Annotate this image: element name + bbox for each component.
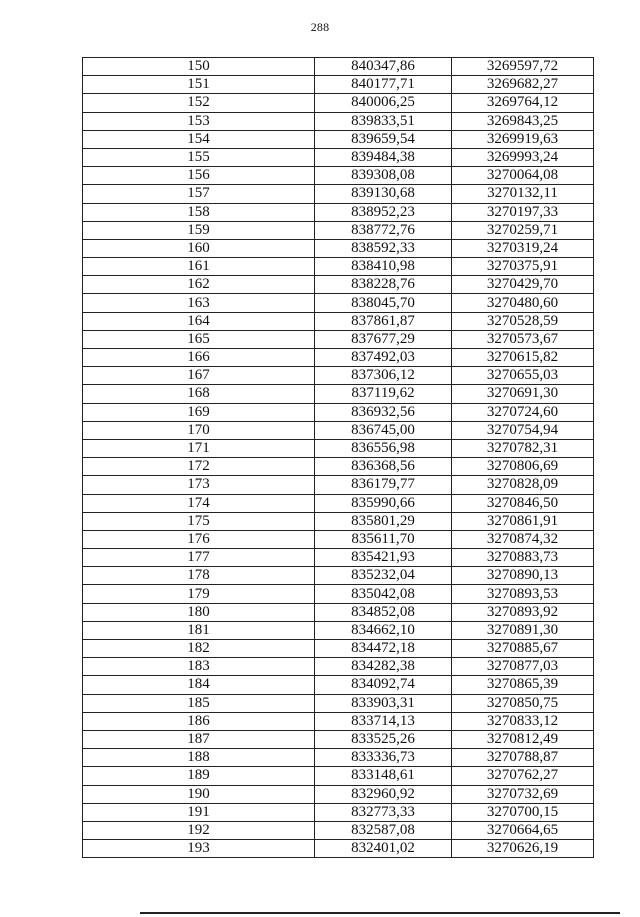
- x-coordinate-cell: 832401,02: [315, 840, 452, 858]
- x-coordinate-cell: 837861,87: [315, 312, 452, 330]
- table-row: [83, 603, 594, 621]
- x-coordinate-cell: 839308,08: [315, 167, 452, 185]
- table-row: [83, 221, 594, 239]
- table-row: [83, 530, 594, 548]
- point-number-cell: 193: [83, 840, 315, 858]
- x-coordinate-cell: 834092,74: [315, 676, 452, 694]
- point-number-cell: 153: [83, 112, 315, 130]
- x-coordinate-cell: 833525,26: [315, 730, 452, 748]
- table-row: [83, 439, 594, 457]
- point-number-cell: 164: [83, 312, 315, 330]
- coordinates-table: [82, 57, 594, 858]
- table-row: [83, 76, 594, 94]
- table-row: [83, 512, 594, 530]
- y-coordinate-cell: 3270833,12: [452, 712, 594, 730]
- y-coordinate-cell: 3270883,73: [452, 549, 594, 567]
- x-coordinate-cell: 839833,51: [315, 112, 452, 130]
- table-row: [83, 112, 594, 130]
- x-coordinate-cell: 835990,66: [315, 494, 452, 512]
- table-row: [83, 767, 594, 785]
- y-coordinate-cell: 3270806,69: [452, 458, 594, 476]
- table-row: [83, 58, 594, 76]
- table-row: [83, 694, 594, 712]
- y-coordinate-cell: 3270850,75: [452, 694, 594, 712]
- x-coordinate-cell: 837119,62: [315, 385, 452, 403]
- y-coordinate-cell: 3270573,67: [452, 330, 594, 348]
- y-coordinate-cell: 3270626,19: [452, 840, 594, 858]
- y-coordinate-cell: 3270762,27: [452, 767, 594, 785]
- y-coordinate-cell: 3270893,53: [452, 585, 594, 603]
- point-number-cell: 189: [83, 767, 315, 785]
- x-coordinate-cell: 836745,00: [315, 421, 452, 439]
- table-row: [83, 185, 594, 203]
- x-coordinate-cell: 838410,98: [315, 258, 452, 276]
- x-coordinate-cell: 835042,08: [315, 585, 452, 603]
- x-coordinate-cell: 838592,33: [315, 239, 452, 257]
- table-row: [83, 676, 594, 694]
- y-coordinate-cell: 3270259,71: [452, 221, 594, 239]
- y-coordinate-cell: 3269993,24: [452, 148, 594, 166]
- x-coordinate-cell: 834662,10: [315, 621, 452, 639]
- point-number-cell: 186: [83, 712, 315, 730]
- point-number-cell: 185: [83, 694, 315, 712]
- point-number-cell: 165: [83, 330, 315, 348]
- x-coordinate-cell: 839130,68: [315, 185, 452, 203]
- y-coordinate-cell: 3270874,32: [452, 530, 594, 548]
- y-coordinate-cell: 3270528,59: [452, 312, 594, 330]
- y-coordinate-cell: 3270885,67: [452, 640, 594, 658]
- point-number-cell: 167: [83, 367, 315, 385]
- point-number-cell: 177: [83, 549, 315, 567]
- point-number-cell: 161: [83, 258, 315, 276]
- table-row: [83, 549, 594, 567]
- table-row: [83, 403, 594, 421]
- point-number-cell: 158: [83, 203, 315, 221]
- table-row: [83, 239, 594, 257]
- table-row: [83, 476, 594, 494]
- table-row: [83, 349, 594, 367]
- x-coordinate-cell: 836368,56: [315, 458, 452, 476]
- y-coordinate-cell: 3270865,39: [452, 676, 594, 694]
- y-coordinate-cell: 3270782,31: [452, 439, 594, 457]
- table-row: [83, 148, 594, 166]
- x-coordinate-cell: 832960,92: [315, 785, 452, 803]
- x-coordinate-cell: 834282,38: [315, 658, 452, 676]
- x-coordinate-cell: 833714,13: [315, 712, 452, 730]
- table-row: [83, 567, 594, 585]
- point-number-cell: 151: [83, 76, 315, 94]
- table-row: [83, 294, 594, 312]
- y-coordinate-cell: 3269919,63: [452, 130, 594, 148]
- point-number-cell: 190: [83, 785, 315, 803]
- point-number-cell: 174: [83, 494, 315, 512]
- point-number-cell: 187: [83, 730, 315, 748]
- point-number-cell: 155: [83, 148, 315, 166]
- point-number-cell: 180: [83, 603, 315, 621]
- y-coordinate-cell: 3270429,70: [452, 276, 594, 294]
- table-row: [83, 130, 594, 148]
- point-number-cell: 176: [83, 530, 315, 548]
- x-coordinate-cell: 836179,77: [315, 476, 452, 494]
- point-number-cell: 171: [83, 439, 315, 457]
- table-row: [83, 803, 594, 821]
- point-number-cell: 192: [83, 821, 315, 839]
- table-row: [83, 658, 594, 676]
- y-coordinate-cell: 3270891,30: [452, 621, 594, 639]
- y-coordinate-cell: 3269843,25: [452, 112, 594, 130]
- y-coordinate-cell: 3270615,82: [452, 349, 594, 367]
- y-coordinate-cell: 3270064,08: [452, 167, 594, 185]
- point-number-cell: 184: [83, 676, 315, 694]
- x-coordinate-cell: 835421,93: [315, 549, 452, 567]
- x-coordinate-cell: 835232,04: [315, 567, 452, 585]
- table-row: [83, 276, 594, 294]
- x-coordinate-cell: 834472,18: [315, 640, 452, 658]
- y-coordinate-cell: 3270754,94: [452, 421, 594, 439]
- y-coordinate-cell: 3270812,49: [452, 730, 594, 748]
- y-coordinate-cell: 3270480,60: [452, 294, 594, 312]
- point-number-cell: 170: [83, 421, 315, 439]
- y-coordinate-cell: 3270700,15: [452, 803, 594, 821]
- y-coordinate-cell: 3270861,91: [452, 512, 594, 530]
- page-number: 288: [310, 20, 330, 34]
- y-coordinate-cell: 3270132,11: [452, 185, 594, 203]
- y-coordinate-cell: 3270655,03: [452, 367, 594, 385]
- x-coordinate-cell: 834852,08: [315, 603, 452, 621]
- y-coordinate-cell: 3270664,65: [452, 821, 594, 839]
- table-row: [83, 730, 594, 748]
- x-coordinate-cell: 832587,08: [315, 821, 452, 839]
- point-number-cell: 175: [83, 512, 315, 530]
- y-coordinate-cell: 3270846,50: [452, 494, 594, 512]
- table-row: [83, 821, 594, 839]
- point-number-cell: 188: [83, 749, 315, 767]
- point-number-cell: 178: [83, 567, 315, 585]
- x-coordinate-cell: 837306,12: [315, 367, 452, 385]
- x-coordinate-cell: 837677,29: [315, 330, 452, 348]
- point-number-cell: 183: [83, 658, 315, 676]
- table-row: [83, 94, 594, 112]
- table-row: [83, 203, 594, 221]
- x-coordinate-cell: 839484,38: [315, 148, 452, 166]
- y-coordinate-cell: 3270691,30: [452, 385, 594, 403]
- x-coordinate-cell: 838772,76: [315, 221, 452, 239]
- page-bottom-rule: [140, 912, 620, 914]
- table-row: [83, 312, 594, 330]
- x-coordinate-cell: 838045,70: [315, 294, 452, 312]
- point-number-cell: 160: [83, 239, 315, 257]
- point-number-cell: 157: [83, 185, 315, 203]
- x-coordinate-cell: 832773,33: [315, 803, 452, 821]
- x-coordinate-cell: 833148,61: [315, 767, 452, 785]
- y-coordinate-cell: 3269764,12: [452, 94, 594, 112]
- x-coordinate-cell: 833336,73: [315, 749, 452, 767]
- x-coordinate-cell: 838228,76: [315, 276, 452, 294]
- table-row: [83, 330, 594, 348]
- y-coordinate-cell: 3270375,91: [452, 258, 594, 276]
- y-coordinate-cell: 3270724,60: [452, 403, 594, 421]
- x-coordinate-cell: 840006,25: [315, 94, 452, 112]
- y-coordinate-cell: 3269682,27: [452, 76, 594, 94]
- x-coordinate-cell: 833903,31: [315, 694, 452, 712]
- point-number-cell: 181: [83, 621, 315, 639]
- x-coordinate-cell: 835801,29: [315, 512, 452, 530]
- table-row: [83, 840, 594, 858]
- table-row: [83, 749, 594, 767]
- y-coordinate-cell: 3270732,69: [452, 785, 594, 803]
- table-row: [83, 458, 594, 476]
- y-coordinate-cell: 3270890,13: [452, 567, 594, 585]
- x-coordinate-cell: 837492,03: [315, 349, 452, 367]
- y-coordinate-cell: 3270788,87: [452, 749, 594, 767]
- y-coordinate-cell: 3270197,33: [452, 203, 594, 221]
- point-number-cell: 191: [83, 803, 315, 821]
- table-row: [83, 494, 594, 512]
- point-number-cell: 150: [83, 58, 315, 76]
- y-coordinate-cell: 3270828,09: [452, 476, 594, 494]
- point-number-cell: 169: [83, 403, 315, 421]
- y-coordinate-cell: 3270877,03: [452, 658, 594, 676]
- table-row: [83, 385, 594, 403]
- x-coordinate-cell: 840177,71: [315, 76, 452, 94]
- y-coordinate-cell: 3270319,24: [452, 239, 594, 257]
- x-coordinate-cell: 840347,86: [315, 58, 452, 76]
- table-row: [83, 258, 594, 276]
- table-row: [83, 621, 594, 639]
- point-number-cell: 173: [83, 476, 315, 494]
- table-row: [83, 421, 594, 439]
- point-number-cell: 156: [83, 167, 315, 185]
- point-number-cell: 168: [83, 385, 315, 403]
- point-number-cell: 166: [83, 349, 315, 367]
- x-coordinate-cell: 838952,23: [315, 203, 452, 221]
- table-row: [83, 167, 594, 185]
- point-number-cell: 182: [83, 640, 315, 658]
- point-number-cell: 154: [83, 130, 315, 148]
- table-row: [83, 785, 594, 803]
- table-row: [83, 585, 594, 603]
- table-row: [83, 640, 594, 658]
- table-row: [83, 712, 594, 730]
- x-coordinate-cell: 836932,56: [315, 403, 452, 421]
- x-coordinate-cell: 836556,98: [315, 439, 452, 457]
- point-number-cell: 163: [83, 294, 315, 312]
- y-coordinate-cell: 3269597,72: [452, 58, 594, 76]
- table-row: [83, 367, 594, 385]
- point-number-cell: 152: [83, 94, 315, 112]
- point-number-cell: 162: [83, 276, 315, 294]
- x-coordinate-cell: 839659,54: [315, 130, 452, 148]
- point-number-cell: 172: [83, 458, 315, 476]
- point-number-cell: 179: [83, 585, 315, 603]
- point-number-cell: 159: [83, 221, 315, 239]
- x-coordinate-cell: 835611,70: [315, 530, 452, 548]
- y-coordinate-cell: 3270893,92: [452, 603, 594, 621]
- coordinates-table-body: [83, 58, 594, 858]
